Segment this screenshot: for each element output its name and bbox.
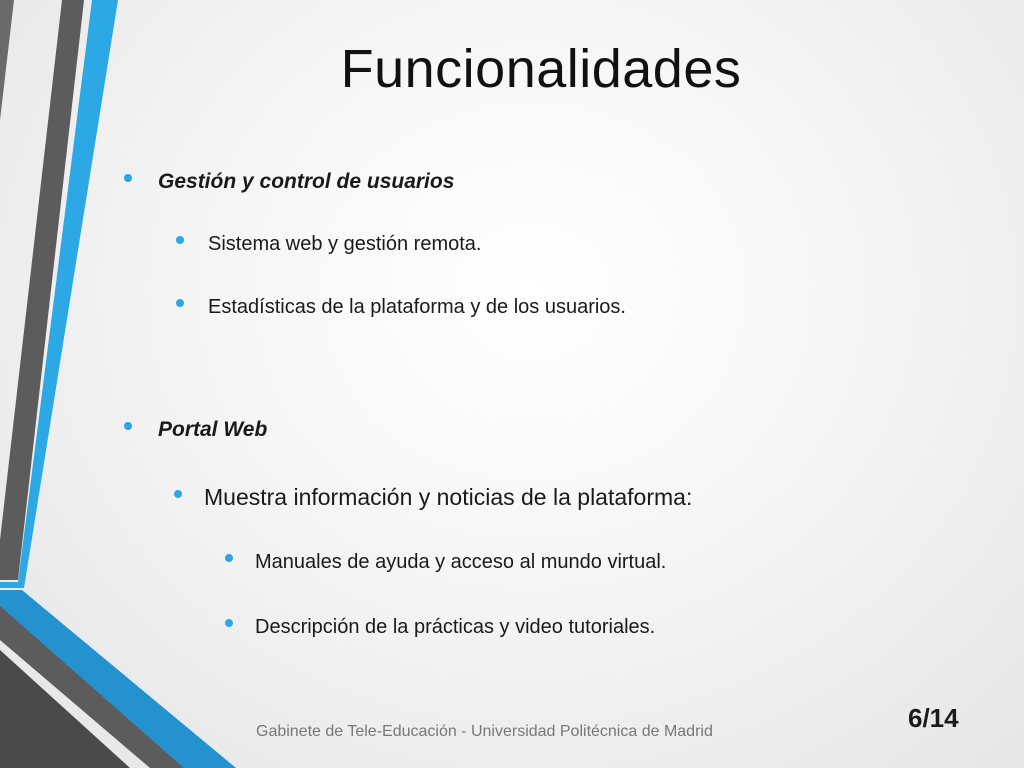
list-item-text: Manuales de ayuda y acceso al mundo virtual. xyxy=(255,551,667,573)
bullet-icon xyxy=(124,174,132,182)
list-item-text: Muestra información y noticias de la plataforma: xyxy=(204,484,693,510)
slide-footer: Gabinete de Tele-Educación - Universidad Politécnica de Madrid xyxy=(256,723,713,740)
section-heading-text: Portal Web xyxy=(158,418,268,441)
bullet-icon xyxy=(225,554,233,562)
list-item-text: Sistema web y gestión remota. xyxy=(208,233,482,255)
list-item xyxy=(174,484,692,511)
list-item xyxy=(176,296,626,319)
dark-grey-corner xyxy=(0,650,130,768)
list-item-text: Estadísticas de la plataforma y de los usuarios. xyxy=(208,296,626,318)
section-heading-text: Gestión y control de usuarios xyxy=(158,170,455,193)
slide-title: Funcionalidades xyxy=(340,39,742,99)
list-item xyxy=(176,233,481,256)
bullet-icon xyxy=(174,490,182,498)
section-heading-portal xyxy=(124,418,267,442)
bullet-icon xyxy=(176,299,184,307)
blue-stripe-bottom xyxy=(0,590,236,768)
list-item xyxy=(225,551,666,574)
bullet-icon xyxy=(124,422,132,430)
section-heading-users xyxy=(124,170,454,194)
bullet-icon xyxy=(225,619,233,627)
list-item xyxy=(225,616,655,639)
list-item-text: Descripción de la prácticas y video tutoriales. xyxy=(255,616,656,638)
grey-stripe-bottom xyxy=(0,606,184,768)
page-number: 6/14 xyxy=(908,703,959,733)
bullet-icon xyxy=(176,236,184,244)
